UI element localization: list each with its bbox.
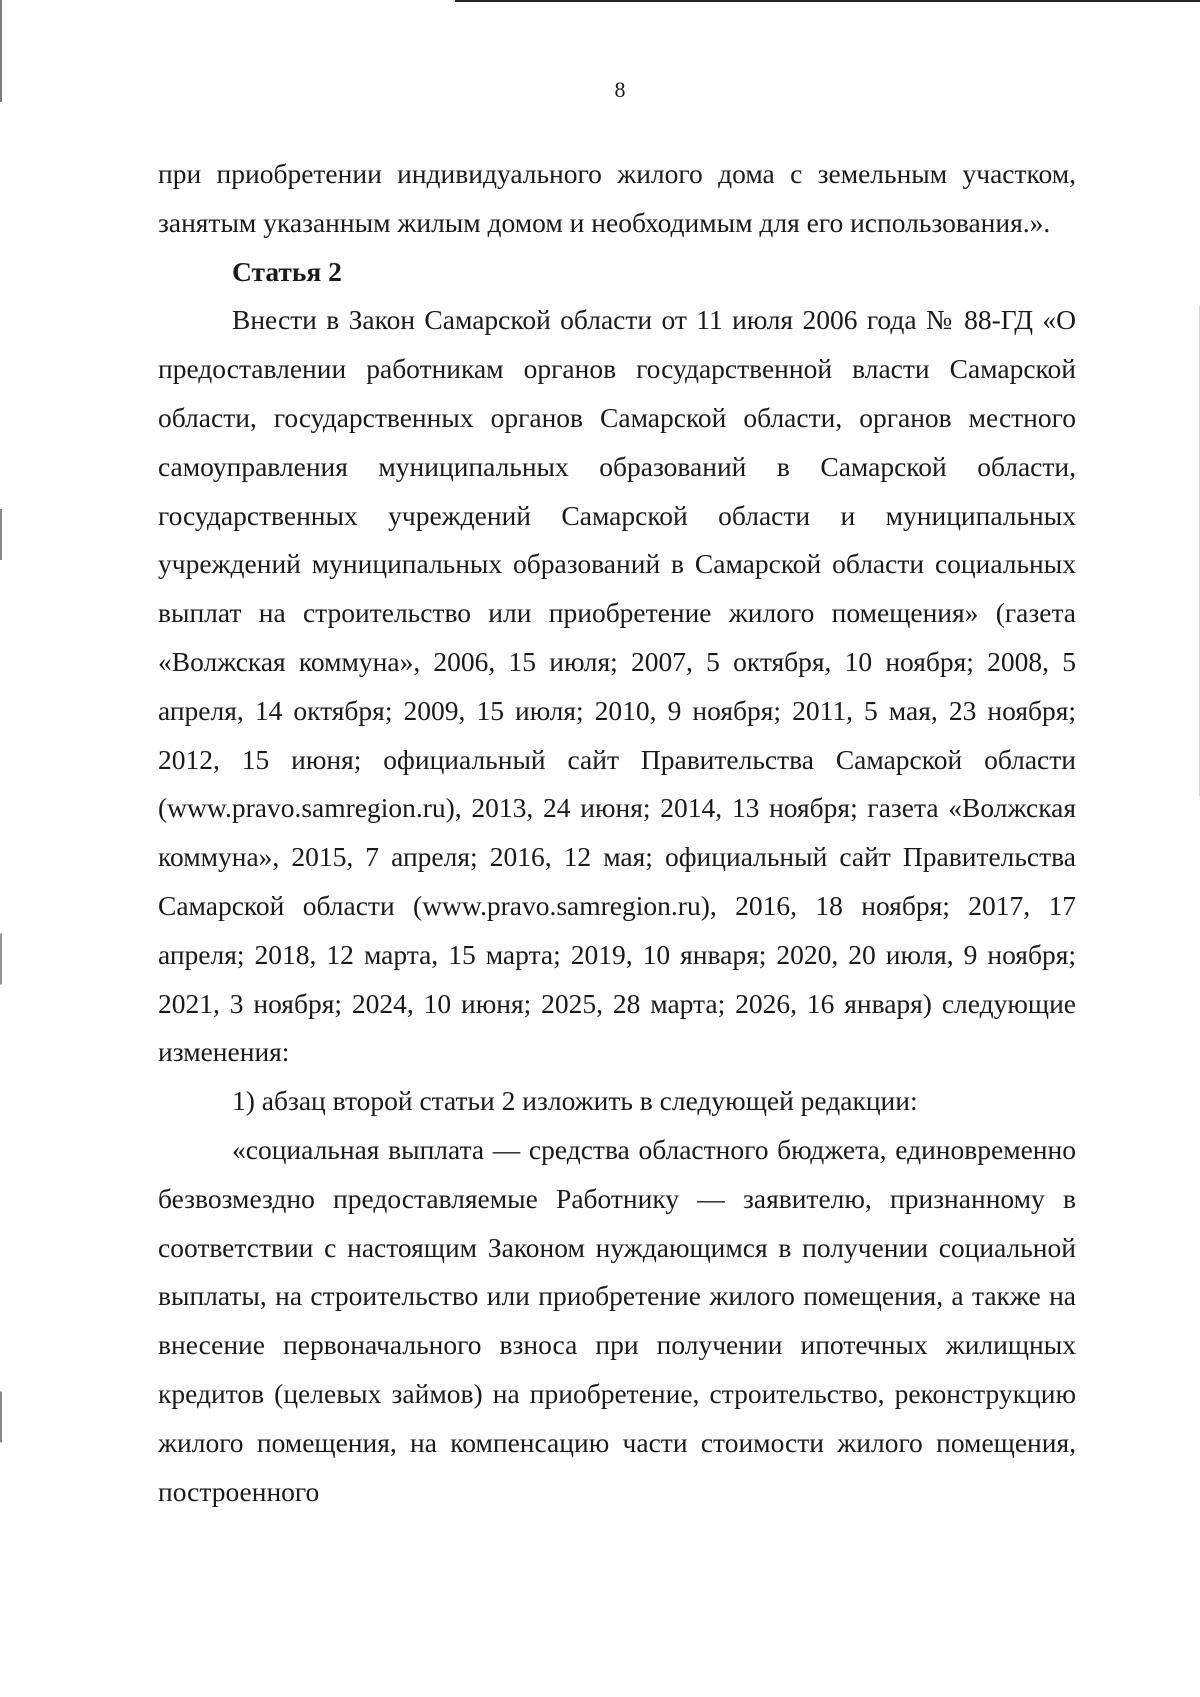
article-intro-paragraph: Внести в Закон Самарской области от 11 июля 2006 года № 88-ГД «О предоставлении работникам органов государственной власти Самарской области, государственных органов Самарской области, органов местного самоуправления муниципальных образований в Самарской области, государственных учреждений Самарской области и муниципальных учреждений муниципальных образований в Самарской области социальных выплат на строительство или приобретение жилого помещения» (газета «Волжская коммуна», 2006, 15 июля; 2007, 5 октября, 10 ноября; 2008, 5 апреля, 14 октября; 2009, 15 июля; 2010, 9 ноября; 2011, 5 мая, 23 ноября; 2012, 15 июня; официальный сайт Правительства Самарской области (www.pravo.samregion.ru), 2013, 24 июня; 2014, 13 ноября; газета «Волжская коммуна», 2015, 7 апреля; 2016, 12 мая; официальный сайт Правительства Самарской области (www.pravo.samregion.ru), 2016, 18 ноября; 2017, 17 апреля; 2018, 12 марта, 15 марта; 2019, 10 января; 2020, 20 июля, 9 ноября; 2021, 3 ноября; 2024, 10 июня; 2025, 28 марта; 2026, 16 января) следующие изменения:	[158, 304, 1076, 1068]
item-1-paragraph: 1) абзац второй статьи 2 изложить в следующей редакции:	[232, 1085, 918, 1117]
quoted-definition-paragraph: «социальная выплата — средства областного бюджета, единовременно безвозмездно предоставляемые Работнику — заявителю, признанному в соответствии с настоящим Законом нуждающимся в получении социальной выплаты, на строительство или приобретение жилого помещения, а также на внесение первоначального взноса при получении ипотечных жилищных кредитов (целевых займов) на приобретение, строительство, реконструкцию жилого помещения, на компенсацию части стоимости жилого помещения, построенного	[158, 1133, 1076, 1507]
scan-left-border	[0, 0, 2, 1697]
continuation-paragraph: при приобретении индивидуального жилого дома с земельным участком, занятым указанным жилым домом и необходимым для его использования.».	[158, 158, 1076, 238]
page-number: 8	[614, 77, 626, 102]
document-body	[158, 150, 1076, 1516]
article-heading: Статья 2	[232, 255, 342, 287]
scan-top-border	[455, 0, 1200, 2]
